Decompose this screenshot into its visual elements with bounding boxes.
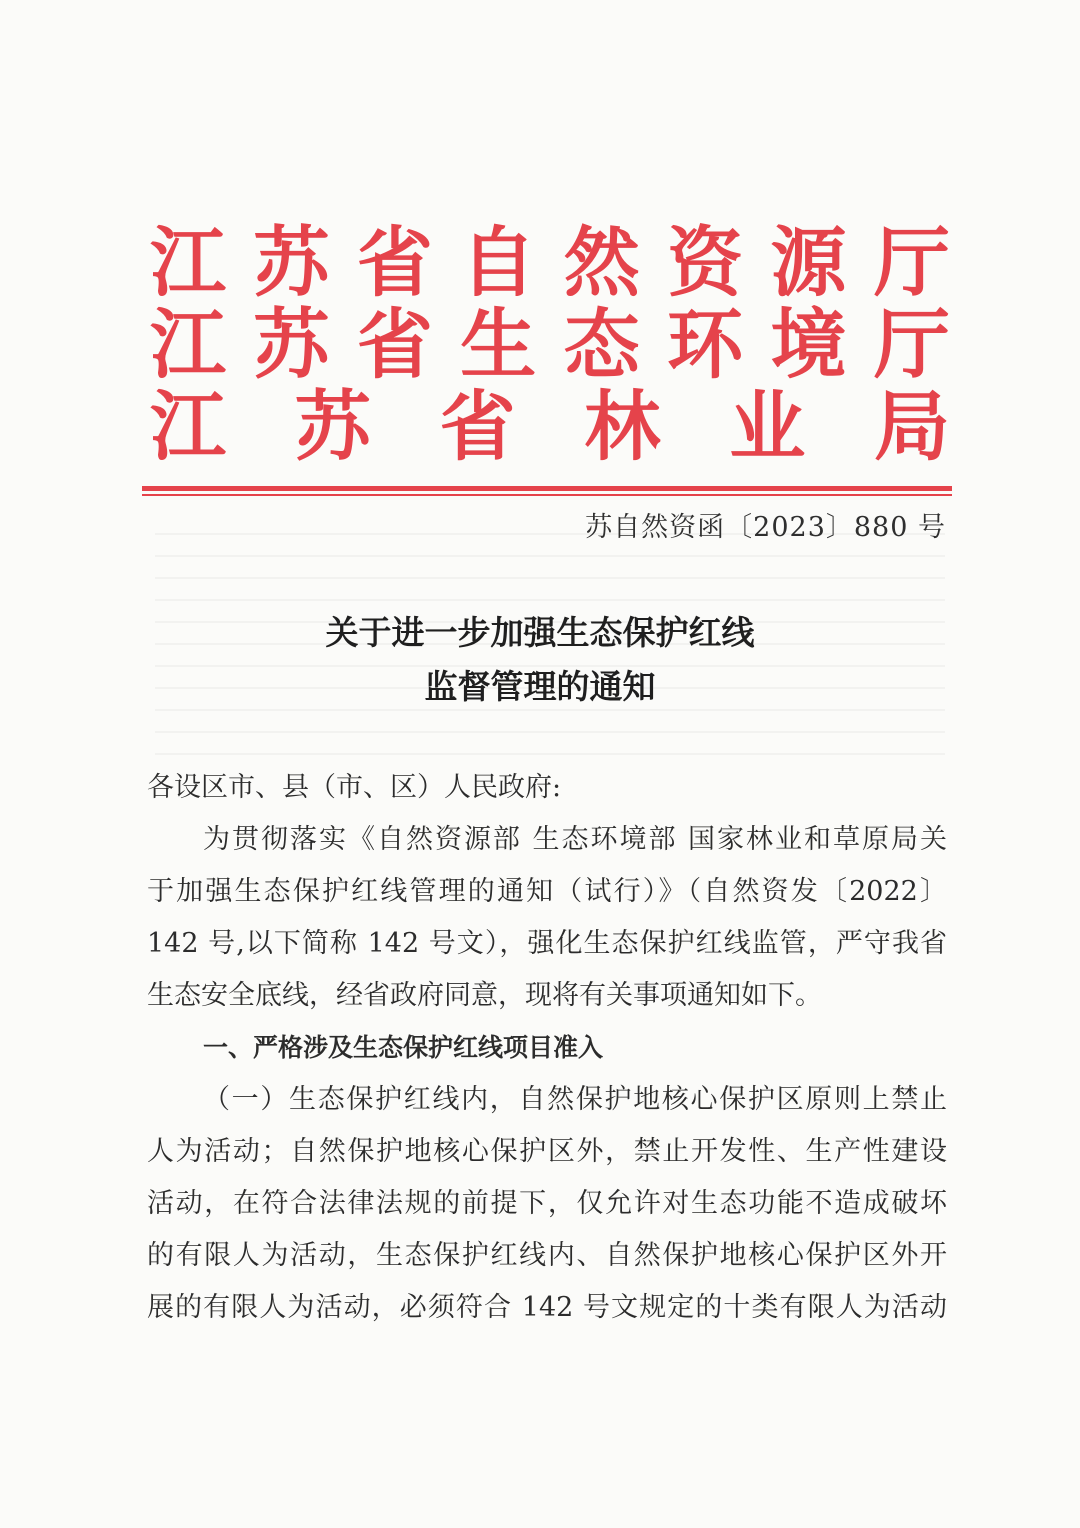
title-line-1: 关于进一步加强生态保护红线 — [325, 613, 755, 652]
paragraph-1-line: 142 号,以下简称 142 号文），强化生态保护红线监管，严守我省 — [147, 928, 947, 959]
org-forestry: 江 苏 省 林 业 局 — [150, 382, 950, 471]
red-separator-thin — [142, 494, 952, 496]
paragraph-2-line: 人为活动；自然保护地核心保护区外，禁止开发性、生产性建设 — [147, 1136, 947, 1167]
paragraph-2-line: 的有限人为活动，生态保护红线内、自然保护地核心保护区外开 — [147, 1240, 947, 1271]
paragraph-2-line: （一）生态保护红线内，自然保护地核心保护区原则上禁止 — [203, 1084, 947, 1115]
salutation: 各设区市、县（市、区）人民政府: — [147, 772, 562, 803]
document-title — [0, 606, 1080, 714]
org-ecology-environment: 江 苏 省 生 态 环 境 厅 — [150, 300, 950, 389]
paragraph-1-line: 为贯彻落实《自然资源部 生态环境部 国家林业和草原局关 — [203, 824, 947, 855]
title-line-2: 监督管理的通知 — [424, 667, 656, 706]
section-heading-1: 一、严格涉及生态保护红线项目准入 — [203, 1033, 604, 1062]
document-body — [147, 762, 947, 1334]
red-separator-thick — [142, 486, 952, 491]
paragraph-1-line: 于加强生态保护红线管理的通知（试行）》（自然资发〔2022〕 — [147, 876, 947, 907]
paragraph-2-line: 活动，在符合法律法规的前提下，仅允许对生态功能不造成破坏 — [147, 1188, 947, 1219]
letterhead — [150, 218, 950, 471]
paragraph-2-line: 展的有限人为活动，必须符合 142 号文规定的十类有限人为活动 — [147, 1292, 947, 1323]
document-number: 苏自然资函〔2023〕880 号 — [585, 512, 946, 543]
paragraph-1-line: 生态安全底线，经省政府同意，现将有关事项通知如下。 — [147, 980, 822, 1011]
org-natural-resources: 江 苏 省 自 然 资 源 厅 — [150, 218, 950, 307]
